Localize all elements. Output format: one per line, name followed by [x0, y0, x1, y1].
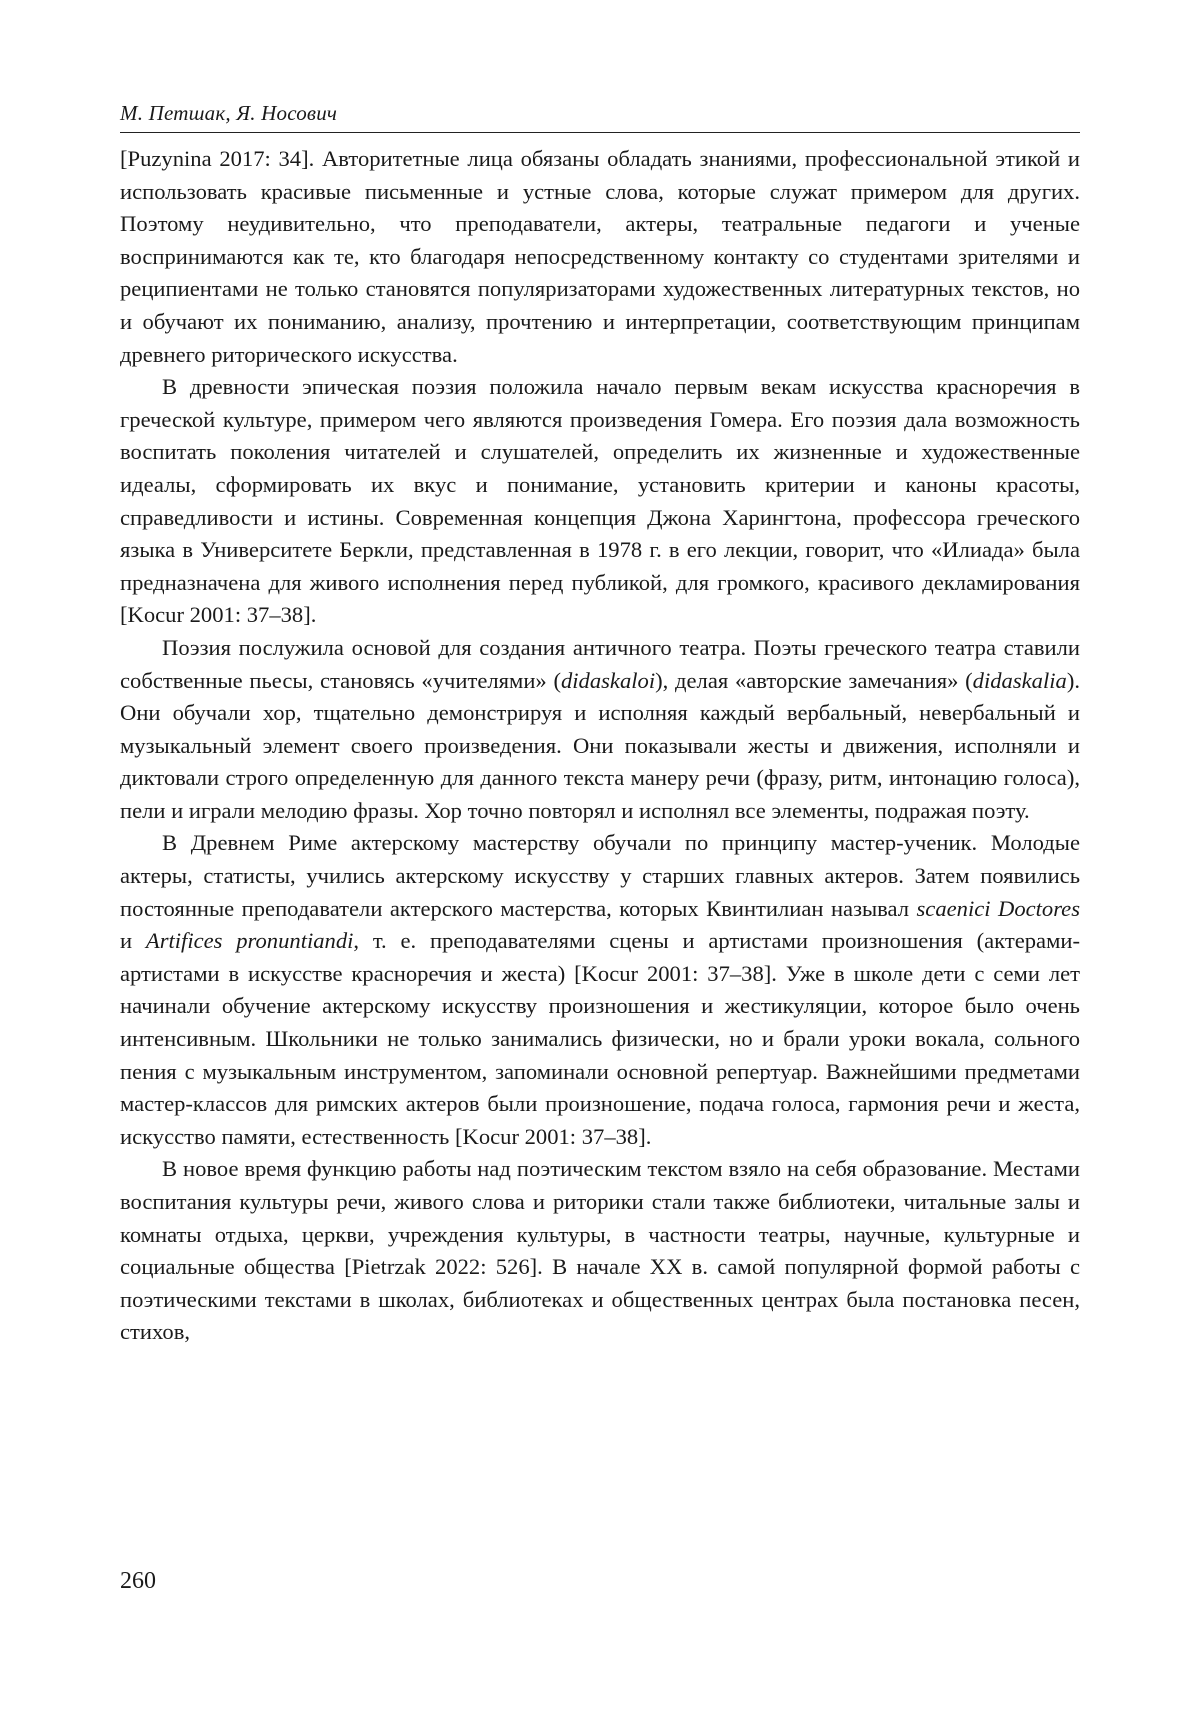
- body-text: [120, 143, 1080, 1349]
- paragraph-4: [120, 827, 1080, 1153]
- running-head: М. Петшак, Я. Носович: [120, 100, 1080, 133]
- term-scaenici-doctores: scaenici Doctores: [916, 895, 1080, 921]
- paragraph-4-text-a: В Древнем Риме актерскому мастерству обучали по принципу мастер-ученик. Молодые актеры, статисты, учились актерскому искусству у старших главных актеров. Затем появились постоянные преподаватели актерского мастерства, которых Квинтилиан называл: [120, 830, 1080, 921]
- paragraph-3-text-c: ). Они обучали хор, тщательно демонстрируя и исполняя каждый вербальный, невербальный и музыкальный элемент своего произведения. Они показывали жесты и движения, исполняли и диктовали строго определенную для данного текста манеру речи (фразу, ритм, интонацию голоса), пели и играли мелодию фразы. Хор точно повторял и исполнял все элементы, подражая поэту.: [120, 667, 1080, 823]
- term-didaskaloi: didaskaloi: [560, 667, 656, 693]
- paragraph-4-text-c: , т. е. преподавателями сцены и артистами произношения (актерами-артистами в искусстве красноречия и жеста) [Kocur 2001: 37–38]. Уже в школе дети с семи лет начинали обучение актерскому искусству произношения и жестикуляции, которое было очень интенсивным. Школьники не только занимались физически, но и брали уроки вокала, сольного пения с музыкальным инструментом, запоминали основной репертуар. Важнейшими предметами мастер-классов для римских актеров были произношение, подача голоса, гармония речи и жеста, искусство памяти, естественность [Kocur 2001: 37–38].: [120, 928, 1080, 1149]
- paragraph-5: В новое время функцию работы над поэтическим текстом взяло на себя образование. Местами воспитания культуры речи, живого слова и риторики стали также библиотеки, читальные залы и комнаты отдыха, церкви, учреждения культуры, в частности театры, научные, культурные и социальные общества [Pietrzak 2022: 526]. В начале XX в. самой популярной формой работы с поэтическими текстами в школах, библиотеках и общественных центрах была постановка песен, стихов,: [120, 1156, 1080, 1345]
- paragraph-2: В древности эпическая поэзия положила начало первым векам искусства красноречия в греческой культуре, примером чего являются произведения Гомера. Его поэзия дала возможность воспитать поколения читателей и слушателей, определить их жизненные и художественные идеалы, сформировать их вкус и понимание, установить критерии и каноны красоты, справедливости и истины. Современная концепция Джона Харингтона, профессора греческого языка в Университете Беркли, представленная в 1978 г. в его лекции, говорит, что «Илиада» была предназначена для живого исполнения перед публикой, для громкого, красивого декламирования [Kocur 2001: 37–38].: [120, 374, 1080, 628]
- paragraph-3-text-a: Поэзия послужила основой для создания античного театра. Поэты греческого театра ставили собственные пьесы, становясь «учителями» (: [120, 634, 1080, 693]
- paragraph-4-text-b: и: [120, 928, 146, 954]
- paragraph-3-text-b: ), делая «авторские замечания» (: [655, 667, 973, 693]
- page-number: 260: [120, 1568, 156, 1594]
- page: [120, 100, 1080, 1660]
- paragraph-3: [120, 632, 1080, 828]
- paragraph-1: [Puzynina 2017: 34]. Авторитетные лица обязаны обладать знаниями, профессиональной этикой и использовать красивые письменные и устные слова, которые служат примером для других. Поэтому неудивительно, что преподаватели, актеры, театральные педагоги и ученые воспринимаются как те, кто благодаря непосредственному контакту со студентами зрителями и реципиентами не только становятся популяризаторами художественных литературных текстов, но и обучают их пониманию, анализу, прочтению и интерпретации, соответствующим принципам древнего риторического искусства.: [120, 146, 1080, 367]
- term-didaskalia: didaskalia: [972, 667, 1067, 693]
- term-artifices-pronuntiandi: Artifices pronuntiandi: [145, 928, 354, 954]
